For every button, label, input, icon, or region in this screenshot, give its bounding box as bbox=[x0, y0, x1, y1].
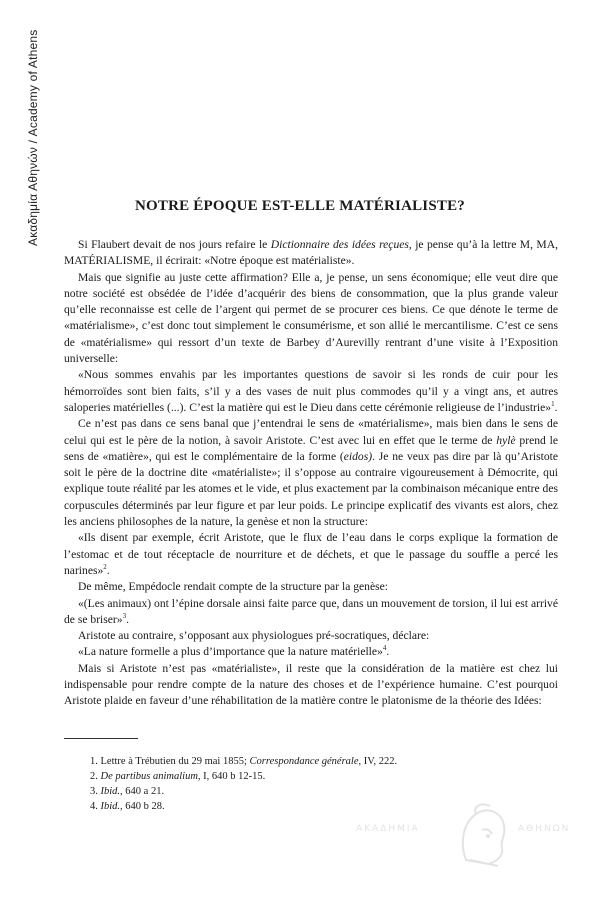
footnote-ref[interactable]: 1 bbox=[551, 400, 555, 409]
watermark-text-right: ΑΘΗΝΩΝ bbox=[518, 824, 571, 834]
quotation: «(Les animaux) ont l’épine dorsale ainsi faite parce que, dans un mouvement de torsion, il lui est arrivé de se briser»$^3$. bbox=[64, 596, 558, 626]
footnote-ref[interactable]: 4 bbox=[382, 644, 387, 653]
footnote-item: 3. Ibid., 640 a 21. bbox=[90, 786, 165, 797]
archive-side-label: Ακαδημία Αθηνών / Academy of Athens bbox=[26, 29, 40, 246]
footnote-item: 4. Ibid., 640 b 28. bbox=[90, 801, 165, 812]
footnote-ref[interactable]: 3 bbox=[122, 611, 127, 620]
athena-head-seal-icon bbox=[452, 800, 514, 872]
quotation: «La nature formelle a plus d’importance que la nature matérielle»$^4$. bbox=[78, 644, 390, 659]
footnote-divider bbox=[64, 738, 138, 739]
quotation: «Ils disent par exemple, écrit Aristote, que le flux de l’eau dans le corps explique la formation de l’estomac et de tout réceptacle de nourriture et de déchets, et que le passage du souffle a percé les narines»$^2$. bbox=[64, 531, 558, 577]
footnote-item: 1. Lettre à Trébutien du 29 mai 1855; Correspondance générale, IV, 222. bbox=[90, 756, 398, 767]
watermark-text-left: ΑΚΑΔΗΜΙΑ bbox=[356, 824, 420, 834]
paragraph: Si Flaubert devait de nos jours refaire le Dictionnaire des idées reçues, je pense qu’à la lettre M, MA, MATÉRIALISME, il écrirait: «Notre époque est matérialiste». bbox=[64, 238, 558, 268]
paragraph: Mais que signifie au juste cette affirmation? Elle a, je pense, un sens économique; elle veut dire que notre société est obsédée de l’idée d’acquérir des biens de consommation, que la plus grande valeur qu’elle reconnaisse est celle de l’argent qui permet de se procurer ces biens. Ce que dénote le terme de «matérialisme», c’est donc tout simplement le consumérisme, et son allié le mercantilisme. C’est ce sens de «matérialisme» qui ressort d’un texte de Barbey d’Aurevilly rentrant d’une visite à l’Exposition universelle: bbox=[64, 270, 558, 366]
quotation: «Nous sommes envahis par les importantes questions de savoir si les ronds de cuir pour les hémorroïdes sont bien faits, s’il y a des vases de nuit plus commodes qu’il y a vingt ans, et autres saloperies matérielles (...). C’est la matière qui est le Dieu dans cette cérémonie religieuse de l’industrie»$^1$. bbox=[64, 368, 558, 414]
paragraph: De même, Empédocle rendait compte de la structure par la genèse: bbox=[78, 580, 388, 594]
footnote-item: 2. De partibus animalium, I, 640 b 12-15. bbox=[90, 771, 266, 782]
paragraph: Ce n’est pas dans ce sens banal que j’entendrai le sens de «matérialisme», mais bien dans le sens de celui qui est le père de la notion, à savoir Aristote. C’est avec lui en effet que le terme de hylè prend le sens de «matière», qui est le complémentaire de la forme (eidos). Je ne veux pas dire par là qu’Aristote soit le père de la doctrine dite «matérialiste»; il s’oppose au contraire vigoureusement à Démocrite, qui explique toute réalité par les atomes et le vide, et plus exactement par la combinaison mécanique entre des corpuscules déterminés par leur figure et par leur poids. Le principe explicatif des vivants est alors, chez les anciens philosophes de la nature, la genèse et non la structure: bbox=[64, 417, 559, 529]
footnote-ref[interactable]: 2 bbox=[103, 563, 107, 572]
paragraph: Aristote au contraire, s’opposant aux physiologues pré-socratiques, déclare: bbox=[78, 629, 430, 643]
body-text bbox=[64, 237, 558, 710]
page-title: NOTRE ÉPOQUE EST-ELLE MATÉRIALISTE? bbox=[134, 198, 465, 215]
academy-watermark bbox=[356, 800, 586, 872]
paragraph: Mais si Aristote n’est pas «matérialiste», il reste que la considération de la matière est chez lui indispensable pour rendre compte de la nature des choses et de l’expérience humaine. C’est pourquoi Aristote plaide en faveur d’une réhabilitation de la matière contre le platonisme de la théorie des Idées: bbox=[64, 661, 558, 708]
